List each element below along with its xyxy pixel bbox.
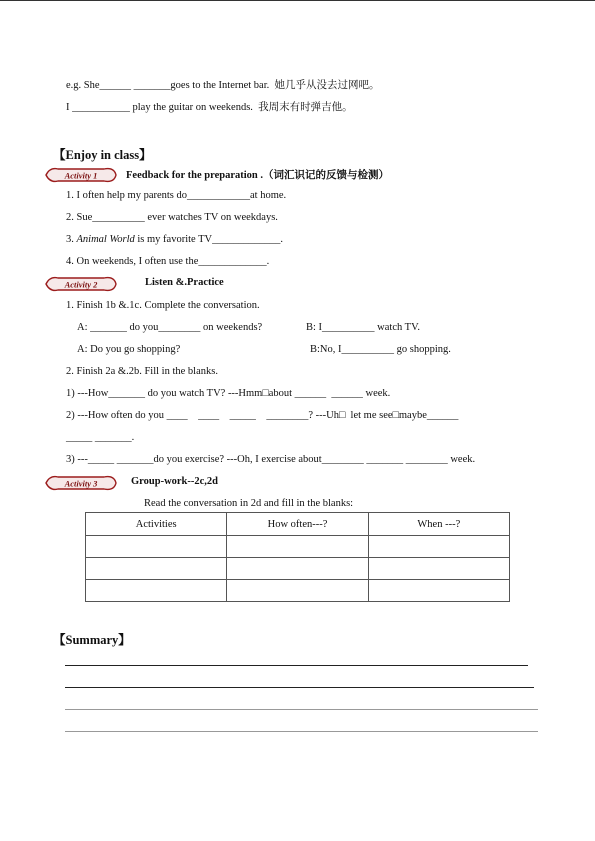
activity2-step-2: 2. Finish 2a &.2b. Fill in the blanks. — [66, 366, 218, 377]
activity2-conv-1-a: A: _______ do you________ on weekends? — [77, 322, 263, 333]
page-top-border — [0, 0, 595, 1]
activity1-item-3-number: 3. — [66, 234, 77, 245]
activity2-badge-label: Activity 2 — [64, 279, 98, 290]
table-cell[interactable] — [368, 580, 509, 602]
activity2-title: Listen &.Practice — [145, 277, 224, 288]
table-cell[interactable] — [86, 558, 227, 580]
activity2-step-1: 1. Finish 1b &.1c. Complete the conversation. — [66, 300, 260, 311]
table-row — [86, 580, 510, 602]
example-line-1: e.g. She______ _______goes to the Internet bar. 她几乎从没去过网吧。 — [66, 80, 380, 91]
activity2-question-2-cont: _____ _______. — [66, 432, 135, 443]
summary-writing-line-2[interactable] — [65, 687, 534, 688]
activity2-question-3: 3) ---_____ _______do you exercise? ---Oh, I exercise about________ _______ ________ week. — [66, 454, 476, 465]
enjoy-heading: 【Enjoy in class】 — [53, 148, 152, 162]
table-header-how-often: How often---? — [227, 513, 368, 536]
activity2-conv-1-b: B: I__________ watch TV. — [306, 322, 420, 333]
table-header-activities: Activities — [86, 513, 227, 536]
activity1-badge — [44, 166, 118, 184]
table-row — [86, 536, 510, 558]
activity1-badge-label: Activity 1 — [64, 170, 98, 181]
table-cell[interactable] — [86, 580, 227, 602]
activity1-item-3-rest: is my favorite TV_____________. — [134, 234, 284, 245]
activity3-badge-label: Activity 3 — [64, 478, 98, 489]
activity1-item-3-italic: Animal World — [76, 234, 135, 245]
activity3-badge — [44, 474, 118, 492]
activity2-question-1: 1) ---How_______ do you watch TV? ---Hmm□about ______ ______ week. — [66, 388, 391, 399]
activity2-question-2: 2) ---How often do you ____ ____ _____ ________? ---Uh□ let me see□maybe______ — [66, 410, 459, 421]
table-cell[interactable] — [368, 536, 509, 558]
summary-writing-line-3[interactable] — [65, 709, 538, 710]
table-cell[interactable] — [227, 558, 368, 580]
table-header-when: When ---? — [368, 513, 509, 536]
activity3-table — [85, 512, 510, 602]
activity1-title: Feedback for the preparation .（词汇识记的反馈与检测） — [126, 170, 389, 181]
table-cell[interactable] — [227, 536, 368, 558]
table-header-row — [86, 513, 510, 536]
activity2-conv-2-b: B:No, I__________ go shopping. — [310, 344, 451, 355]
table-cell[interactable] — [86, 536, 227, 558]
activity1-item-3 — [66, 234, 283, 246]
summary-writing-line-1[interactable] — [65, 665, 528, 666]
table-cell[interactable] — [227, 580, 368, 602]
activity1-item-2: 2. Sue__________ ever watches TV on weekdays. — [66, 212, 278, 223]
summary-heading: 【Summary】 — [53, 633, 131, 647]
activity2-conv-2-a: A: Do you go shopping? — [77, 344, 181, 355]
table-row — [86, 558, 510, 580]
activity2-badge — [44, 275, 118, 293]
activity1-item-4: 4. On weekends, I often use the_____________. — [66, 256, 270, 267]
example-line-2: I ___________ play the guitar on weekends. 我周末有时弹吉他。 — [66, 102, 353, 113]
activity1-item-1: 1. I often help my parents do____________at home. — [66, 190, 287, 201]
summary-writing-line-4[interactable] — [65, 731, 538, 732]
activity3-title: Group-work--2c,2d — [131, 476, 219, 487]
activity3-instruction: Read the conversation in 2d and fill in the blanks: — [144, 498, 354, 509]
table-cell[interactable] — [368, 558, 509, 580]
